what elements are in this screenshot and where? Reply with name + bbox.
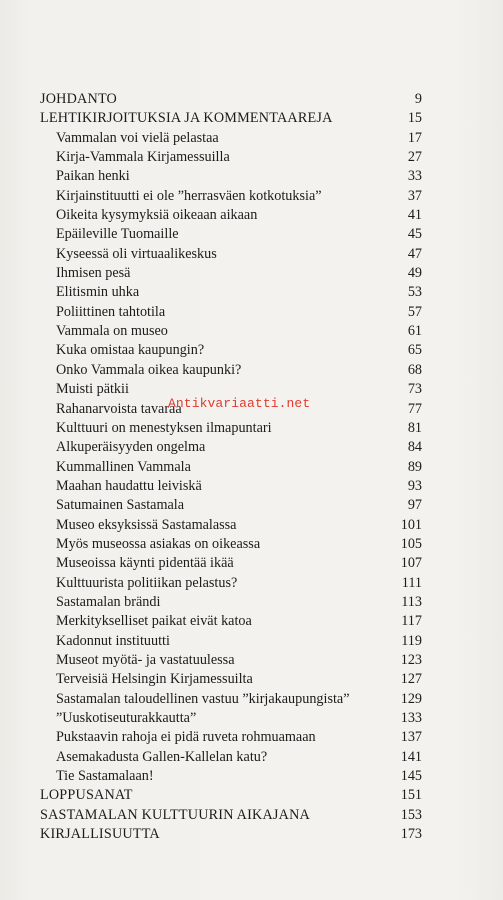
toc-section-entry (40, 90, 422, 109)
toc-entry-title: Kirjainstituutti ei ole ”herrasväen kotkotuksia” (56, 187, 322, 204)
toc-entry-page-number: 15 (407, 110, 422, 127)
toc-entry (40, 767, 422, 786)
toc-entry-title: Kulttuuri on menestyksen ilmapuntari (56, 419, 272, 436)
toc-entry-page-number: 101 (400, 516, 422, 533)
toc-entry (40, 535, 422, 554)
toc-entry-title: Muisti pätkii (56, 381, 129, 398)
toc-entry-title: Asemakadusta Gallen-Kallelan katu? (56, 748, 268, 765)
toc-entry-page-number: 89 (407, 458, 422, 475)
toc-entry-page-number: 153 (400, 806, 422, 823)
toc-entry (40, 245, 422, 264)
toc-entry-page-number: 47 (407, 245, 422, 262)
toc-entry-title: ”Uuskotiseuturakkautta” (56, 710, 197, 726)
toc-entry-title: Ihmisen pesä (56, 265, 131, 282)
toc-entry-title: Maahan haudattu leiviskä (56, 477, 202, 494)
toc-entry (40, 748, 422, 767)
toc-entry-page-number: 65 (407, 342, 422, 359)
toc-entry (40, 690, 422, 709)
toc-entry-page-number: 49 (407, 265, 422, 282)
toc-entry-page-number: 73 (407, 381, 422, 398)
toc-entry-page-number: 45 (407, 226, 422, 243)
toc-entry (40, 129, 422, 148)
toc-entry-title: Kadonnut instituutti (56, 632, 170, 649)
toc-entry-page-number: 129 (400, 690, 422, 707)
toc-entry-page-number: 33 (407, 168, 422, 185)
toc-entry (40, 651, 422, 670)
toc-entry (40, 516, 422, 535)
toc-entry-page-number: 84 (407, 439, 422, 456)
toc-entry (40, 187, 422, 206)
toc-entry-title: Kyseessä oli virtuaalikeskus (56, 245, 217, 262)
toc-entry-title: Alkuperäisyyden ongelma (56, 439, 206, 456)
toc-entry-page-number: 9 (414, 91, 422, 107)
toc-entry (40, 322, 422, 341)
toc-entry-page-number: 41 (407, 207, 422, 224)
toc-entry-title: Oikeita kysymyksiä oikeaan aikaan (56, 207, 258, 224)
toc-entry-page-number: 81 (407, 419, 422, 436)
toc-entry (40, 554, 422, 573)
toc-entry (40, 496, 422, 515)
toc-entry-page-number: 107 (400, 555, 422, 572)
toc-entry-page-number: 119 (401, 632, 422, 649)
toc-entry-title: Satumainen Sastamala (56, 497, 185, 514)
toc-entry-title: Paikan henki (56, 168, 130, 185)
toc-entry-title: Pukstaavin rahoja ei pidä ruveta rohmuamaan (56, 729, 316, 746)
toc-entry-title: SASTAMALAN KULTTUURIN AIKAJANA (40, 806, 310, 823)
toc-entry (40, 438, 422, 457)
toc-entry-title: Museoissa käynti pidentää ikää (56, 555, 234, 572)
toc-entry-title: Museo eksyksissä Sastamalassa (56, 516, 237, 533)
toc-entry-title: Elitismin uhka (56, 284, 140, 301)
toc-entry (40, 225, 422, 244)
toc-entry (40, 148, 422, 167)
toc-entry-title: Kummallinen Vammala (56, 458, 191, 475)
toc-entry-title: Museot myötä- ja vastatuulessa (56, 651, 235, 668)
toc-entry-page-number: 77 (407, 400, 422, 417)
toc-entry-page-number: 57 (407, 303, 422, 320)
toc-entry-page-number: 127 (400, 671, 422, 688)
toc-entry-title: Onko Vammala oikea kaupunki? (56, 361, 242, 378)
toc-entry-page-number: 68 (407, 361, 422, 378)
toc-entry-page-number: 151 (400, 787, 422, 804)
toc-entry-page-number: 17 (407, 129, 422, 146)
toc-entry-title: Merkitykselliset paikat eivät katoa (56, 613, 252, 630)
toc-entry (40, 728, 422, 747)
toc-entry-page-number: 53 (407, 284, 422, 301)
toc-entry-title: Epäileville Tuomaille (56, 226, 179, 243)
toc-entry (40, 167, 422, 186)
toc-entry-title: Sastamalan taloudellinen vastuu ”kirjakaupungista” (56, 690, 350, 707)
toc-entry-page-number: 133 (400, 710, 422, 726)
toc-entry (40, 612, 422, 631)
toc-entry-title: Kulttuurista politiikan pelastus? (56, 574, 238, 591)
toc-entry-title: Sastamalan brändi (56, 593, 161, 610)
toc-entry-title: KIRJALLISUUTTA (40, 826, 160, 843)
toc-entry-page-number: 97 (407, 497, 422, 514)
toc-entry (40, 593, 422, 612)
toc-entry (40, 670, 422, 689)
toc-entry-title: Terveisiä Helsingin Kirjamessuilta (56, 671, 253, 688)
toc-entry (40, 361, 422, 380)
toc-entry (40, 264, 422, 283)
toc-entry-page-number: 141 (400, 748, 422, 765)
toc-section-entry (40, 825, 422, 844)
table-of-contents (40, 90, 422, 844)
toc-entry-page-number: 113 (401, 593, 422, 610)
toc-entry-page-number: 37 (407, 187, 422, 204)
toc-entry (40, 283, 422, 302)
toc-section-entry (40, 806, 422, 825)
toc-entry (40, 419, 422, 438)
toc-entry-title: Vammala on museo (56, 323, 168, 340)
toc-entry-page-number: 117 (401, 613, 422, 630)
toc-entry-title: Kirja-Vammala Kirjamessuilla (56, 149, 230, 166)
toc-section-entry (40, 786, 422, 805)
toc-entry-title: Poliittinen tahtotila (56, 303, 166, 320)
toc-entry-page-number: 123 (400, 651, 422, 668)
toc-entry-page-number: 27 (407, 149, 422, 166)
toc-entry-title: Myös museossa asiakas on oikeassa (56, 535, 261, 552)
toc-entry (40, 303, 422, 322)
toc-entry-title: LEHTIKIRJOITUKSIA JA KOMMENTAAREJA (40, 110, 333, 127)
toc-entry (40, 632, 422, 651)
toc-entry-page-number: 137 (400, 729, 422, 746)
toc-entry-page-number: 173 (400, 826, 422, 843)
toc-entry-title: Tie Sastamalaan! (56, 768, 154, 785)
toc-entry (40, 206, 422, 225)
toc-entry-title: Rahanarvoista tavaraa (56, 400, 182, 417)
toc-entry-title: Vammalan voi vielä pelastaa (56, 129, 219, 146)
toc-entry-page-number: 61 (407, 323, 422, 340)
watermark: Antikvariaatti.net (168, 396, 311, 411)
toc-entry-page-number: 93 (407, 477, 422, 494)
toc-entry (40, 709, 422, 728)
toc-entry-title: Kuka omistaa kaupungin? (56, 342, 205, 359)
toc-entry-page-number: 105 (400, 535, 422, 552)
toc-entry (40, 477, 422, 496)
toc-entry (40, 458, 422, 477)
toc-entry (40, 341, 422, 360)
toc-entry-title: JOHDANTO (40, 91, 118, 107)
toc-entry-page-number: 111 (401, 574, 422, 591)
toc-entry-title: LOPPUSANAT (40, 787, 133, 804)
toc-entry (40, 574, 422, 593)
toc-section-entry (40, 109, 422, 128)
toc-entry-page-number: 145 (400, 768, 422, 785)
